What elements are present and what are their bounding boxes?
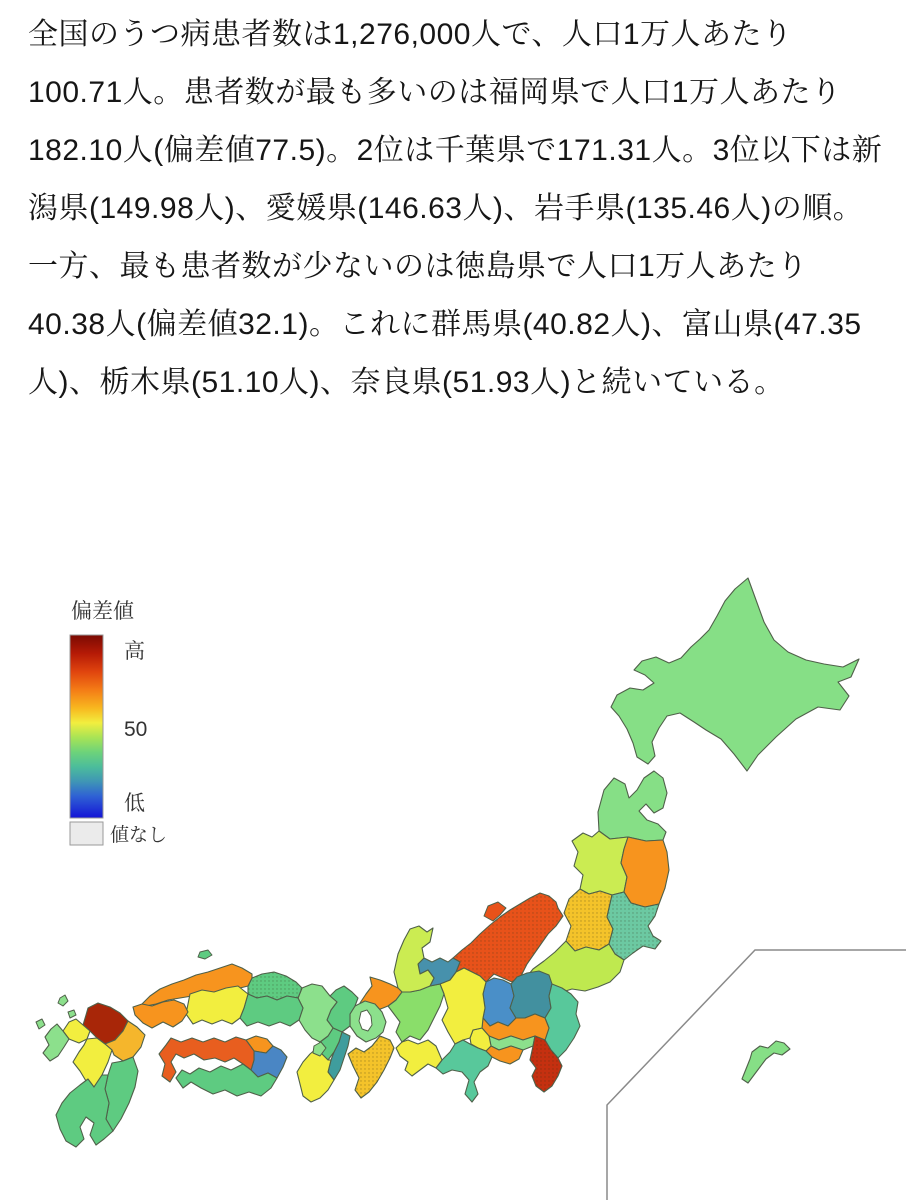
- prefecture-hokkaido[interactable]: [611, 578, 859, 771]
- island-goto: [36, 1019, 45, 1029]
- island-iki: [68, 1010, 76, 1018]
- prefecture-okinawa[interactable]: [742, 1041, 790, 1083]
- prefecture-kagoshima[interactable]: [56, 1075, 113, 1147]
- prefecture-yamagata[interactable]: [564, 889, 613, 951]
- prefecture-kanagawa[interactable]: [486, 1046, 523, 1064]
- prefecture-regions: [43, 578, 859, 1147]
- island-oki: [198, 950, 212, 959]
- legend-label-mid: 50: [124, 718, 148, 741]
- okinawa-inset-border: [607, 950, 906, 1200]
- prefecture-hiroshima[interactable]: [186, 986, 248, 1024]
- legend-gradient-bar: [70, 635, 103, 818]
- prefecture-aichi[interactable]: [396, 1040, 442, 1076]
- legend-label-high: 高: [124, 640, 145, 663]
- legend-no-value-swatch: [70, 822, 103, 845]
- prefecture-tottori[interactable]: [248, 972, 302, 1000]
- prefecture-akita[interactable]: [572, 831, 628, 895]
- legend-label-low: 低: [124, 792, 145, 815]
- prefecture-yamaguchi[interactable]: [133, 1000, 188, 1028]
- summary-paragraph: 全国のうつ病患者数は1,276,000人で、人口1万人あたり100.71人。患者数が最も多いのは福岡県で人口1万人あたり182.10人(偏差値77.5)。2位は千葉県で171.31人。3位以下は新潟県(149.98人)、愛媛県(146.63人)、岩手県(135.46人)の順。一方、最も患者数が少ないのは徳島県で人口1万人あたり40.38人(偏差値32.1)。これに群馬県(40.82人)、富山県(47.35人)、栃木県(51.10人)、奈良県(51.93人)と続いている。: [28, 18, 883, 399]
- prefecture-iwate[interactable]: [621, 837, 669, 907]
- map-legend: [70, 600, 167, 846]
- prefecture-mie[interactable]: [348, 1036, 394, 1098]
- prefecture-aomori[interactable]: [598, 771, 667, 841]
- prefecture-ishikawa[interactable]: [394, 926, 434, 992]
- legend-title: 偏差値: [71, 600, 134, 623]
- legend-label-none: 値なし: [110, 825, 168, 846]
- prefecture-ibaraki[interactable]: [545, 984, 580, 1058]
- prefecture-tochigi[interactable]: [510, 971, 552, 1018]
- island-tsushima: [58, 995, 68, 1006]
- prefecture-okayama[interactable]: [240, 994, 303, 1026]
- prefecture-miyazaki[interactable]: [105, 1057, 138, 1131]
- japan-choropleth-map: [0, 560, 906, 1200]
